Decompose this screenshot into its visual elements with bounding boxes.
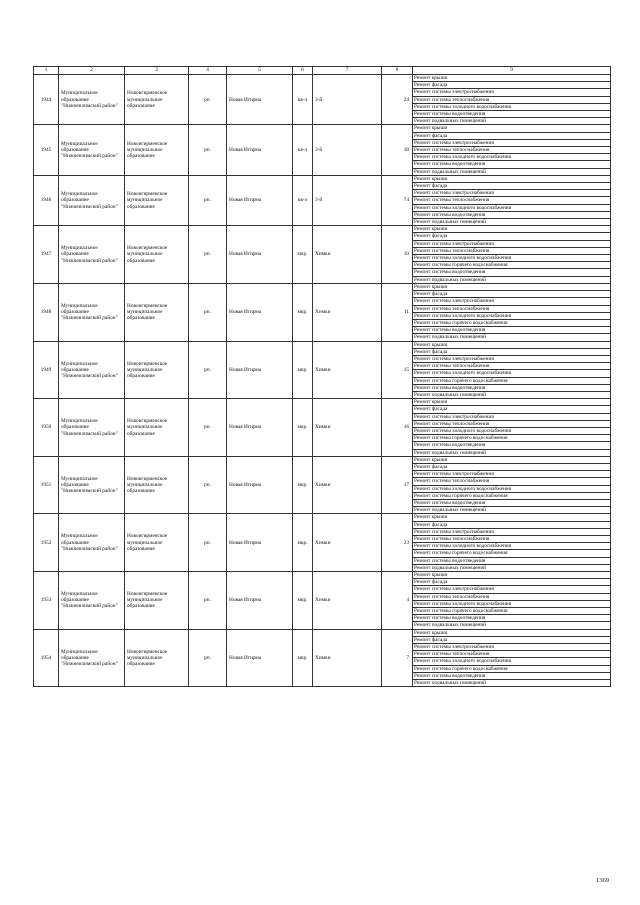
settlement-type: рп. bbox=[189, 456, 227, 514]
locality-name: Новая Игирма bbox=[227, 283, 293, 341]
locality-name: Новая Игирма bbox=[227, 572, 293, 630]
municipal-district: Муниципальное образование "Нижнеилимский район" bbox=[59, 341, 125, 399]
street-name: Химки bbox=[313, 456, 382, 514]
repair-work-item: Ремонт крыши bbox=[413, 283, 611, 290]
street-type: мкр. bbox=[293, 399, 313, 457]
repair-program-table bbox=[33, 66, 611, 687]
repair-work-item: Ремонт подвальных помещений bbox=[413, 118, 611, 125]
locality-name: Новая Игирма bbox=[227, 456, 293, 514]
record-number: 1950 bbox=[34, 399, 59, 457]
repair-work-item: Ремонт подвальных помещений bbox=[413, 507, 611, 514]
repair-work-item: Ремонт системы холодного водоснабжения bbox=[413, 658, 611, 665]
municipal-settlement: Новоигирменское муниципальное образование bbox=[125, 629, 189, 687]
repair-work-item: Ремонт системы водоотведения bbox=[413, 269, 611, 276]
house-number: 10 bbox=[382, 226, 413, 284]
table-body bbox=[34, 75, 611, 687]
locality-name: Новая Игирма bbox=[227, 399, 293, 457]
repair-work-item: Ремонт системы теплоснабжения bbox=[413, 305, 611, 312]
street-name: Химки bbox=[313, 629, 382, 687]
record-number: 1954 bbox=[34, 629, 59, 687]
house-number: 4 bbox=[382, 572, 413, 630]
house-number: 24 bbox=[382, 75, 413, 125]
locality-name: Новая Игирма bbox=[227, 226, 293, 284]
record-number: 1953 bbox=[34, 572, 59, 630]
street-name: 3-й bbox=[313, 75, 382, 125]
settlement-type: рп. bbox=[189, 226, 227, 284]
repair-work-item: Ремонт системы водоотведения bbox=[413, 161, 611, 168]
column-header: 7 bbox=[313, 67, 382, 75]
repair-work-item: Ремонт системы электроснабжения bbox=[413, 586, 611, 593]
repair-work-item: Ремонт системы холодного водоснабжения bbox=[413, 204, 611, 211]
settlement-type: рп. bbox=[189, 572, 227, 630]
municipal-district: Муниципальное образование "Нижнеилимский район" bbox=[59, 75, 125, 125]
street-name: 3-й bbox=[313, 175, 382, 225]
repair-work-item: Ремонт фасада bbox=[413, 406, 611, 413]
repair-work-item: Ремонт системы водоотведения bbox=[413, 384, 611, 391]
repair-work-item: Ремонт подвальных помещений bbox=[413, 449, 611, 456]
repair-work-item: Ремонт системы водоотведения bbox=[413, 442, 611, 449]
table-row bbox=[34, 456, 611, 463]
repair-work-item: Ремонт системы теплоснабжения bbox=[413, 651, 611, 658]
municipal-settlement: Новоигирменское муниципальное образование bbox=[125, 75, 189, 125]
repair-work-item: Ремонт системы холодного водоснабжения bbox=[413, 427, 611, 434]
page-number: 1369 bbox=[596, 877, 609, 884]
repair-work-item: Ремонт фасада bbox=[413, 132, 611, 139]
repair-work-item: Ремонт системы электроснабжения bbox=[413, 240, 611, 247]
repair-work-item: Ремонт системы электроснабжения bbox=[413, 471, 611, 478]
repair-work-item: Ремонт системы холодного водоснабжения bbox=[413, 312, 611, 319]
repair-work-item: Ремонт подвальных помещений bbox=[413, 680, 611, 687]
locality-name: Новая Игирма bbox=[227, 175, 293, 225]
table-row bbox=[34, 629, 611, 636]
column-header: 5 bbox=[227, 67, 293, 75]
repair-work-item: Ремонт системы теплоснабжения bbox=[413, 247, 611, 254]
locality-name: Новая Игирма bbox=[227, 125, 293, 175]
repair-work-item: Ремонт крыши bbox=[413, 75, 611, 82]
repair-work-item: Ремонт системы электроснабжения bbox=[413, 298, 611, 305]
repair-work-item: Ремонт системы холодного водоснабжения bbox=[413, 543, 611, 550]
repair-work-item: Ремонт системы холодного водоснабжения bbox=[413, 485, 611, 492]
municipal-district: Муниципальное образование "Нижнеилимский район" bbox=[59, 514, 125, 572]
repair-work-item: Ремонт системы водоотведения bbox=[413, 111, 611, 118]
repair-work-item: Ремонт фасада bbox=[413, 636, 611, 643]
street-type: мкр. bbox=[293, 456, 313, 514]
repair-work-item: Ремонт системы холодного водоснабжения bbox=[413, 255, 611, 262]
street-type: кв-л bbox=[293, 125, 313, 175]
street-type: кв-л bbox=[293, 175, 313, 225]
repair-work-item: Ремонт системы теплоснабжения bbox=[413, 478, 611, 485]
column-header: 6 bbox=[293, 67, 313, 75]
street-type: мкр. bbox=[293, 341, 313, 399]
repair-work-item: Ремонт крыши bbox=[413, 629, 611, 636]
house-number: 7 bbox=[382, 629, 413, 687]
repair-work-item: Ремонт системы теплоснабжения bbox=[413, 593, 611, 600]
record-number: 1945 bbox=[34, 125, 59, 175]
repair-work-item: Ремонт системы теплоснабжения bbox=[413, 536, 611, 543]
repair-work-item: Ремонт системы водоотведения bbox=[413, 211, 611, 218]
municipal-settlement: Новоигирменское муниципальное образование bbox=[125, 175, 189, 225]
repair-work-item: Ремонт системы теплоснабжения bbox=[413, 96, 611, 103]
table-row bbox=[34, 226, 611, 233]
house-number: 16 bbox=[382, 399, 413, 457]
header-row bbox=[34, 67, 611, 75]
settlement-type: рп. bbox=[189, 125, 227, 175]
house-number: 15 bbox=[382, 341, 413, 399]
repair-work-item: Ремонт подвальных помещений bbox=[413, 564, 611, 571]
repair-work-item: Ремонт системы горячего водоснабжения bbox=[413, 377, 611, 384]
street-name: Химки bbox=[313, 283, 382, 341]
house-number: 74 bbox=[382, 175, 413, 225]
municipal-settlement: Новоигирменское муниципальное образование bbox=[125, 125, 189, 175]
house-number: 38 bbox=[382, 125, 413, 175]
municipal-settlement: Новоигирменское муниципальное образование bbox=[125, 399, 189, 457]
record-number: 1948 bbox=[34, 283, 59, 341]
repair-work-item: Ремонт фасада bbox=[413, 348, 611, 355]
repair-work-item: Ремонт системы горячего водоснабжения bbox=[413, 665, 611, 672]
settlement-type: рп. bbox=[189, 629, 227, 687]
repair-work-item: Ремонт крыши bbox=[413, 456, 611, 463]
repair-work-item: Ремонт фасада bbox=[413, 82, 611, 89]
repair-work-item: Ремонт системы горячего водоснабжения bbox=[413, 492, 611, 499]
repair-work-item: Ремонт системы горячего водоснабжения bbox=[413, 550, 611, 557]
repair-work-item: Ремонт крыши bbox=[413, 399, 611, 406]
municipal-district: Муниципальное образование "Нижнеилимский район" bbox=[59, 399, 125, 457]
repair-work-item: Ремонт подвальных помещений bbox=[413, 276, 611, 283]
repair-work-item: Ремонт системы горячего водоснабжения bbox=[413, 262, 611, 269]
municipal-settlement: Новоигирменское муниципальное образование bbox=[125, 514, 189, 572]
street-type: мкр. bbox=[293, 283, 313, 341]
settlement-type: рп. bbox=[189, 514, 227, 572]
repair-work-item: Ремонт системы электроснабжения bbox=[413, 355, 611, 362]
record-number: 1944 bbox=[34, 75, 59, 125]
house-number: 23 bbox=[382, 514, 413, 572]
municipal-settlement: Новоигирменское муниципальное образование bbox=[125, 226, 189, 284]
settlement-type: рп. bbox=[189, 175, 227, 225]
repair-work-item: Ремонт системы теплоснабжения bbox=[413, 197, 611, 204]
repair-work-item: Ремонт системы электроснабжения bbox=[413, 644, 611, 651]
repair-work-item: Ремонт системы водоотведения bbox=[413, 615, 611, 622]
repair-work-item: Ремонт подвальных помещений bbox=[413, 168, 611, 175]
municipal-settlement: Новоигирменское муниципальное образование bbox=[125, 456, 189, 514]
repair-work-item: Ремонт системы горячего водоснабжения bbox=[413, 435, 611, 442]
table-row bbox=[34, 125, 611, 132]
repair-work-item: Ремонт системы электроснабжения bbox=[413, 413, 611, 420]
repair-work-item: Ремонт системы горячего водоснабжения bbox=[413, 319, 611, 326]
repair-work-item: Ремонт системы водоотведения bbox=[413, 327, 611, 334]
column-header: 1 bbox=[34, 67, 59, 75]
repair-work-item: Ремонт крыши bbox=[413, 226, 611, 233]
table-row bbox=[34, 572, 611, 579]
settlement-type: рп. bbox=[189, 341, 227, 399]
house-number: 17 bbox=[382, 456, 413, 514]
street-type: кв-л bbox=[293, 75, 313, 125]
municipal-settlement: Новоигирменское муниципальное образование bbox=[125, 283, 189, 341]
house-number: 11 bbox=[382, 283, 413, 341]
street-type: мкр. bbox=[293, 572, 313, 630]
repair-work-item: Ремонт системы горячего водоснабжения bbox=[413, 608, 611, 615]
locality-name: Новая Игирма bbox=[227, 514, 293, 572]
record-number: 1949 bbox=[34, 341, 59, 399]
repair-work-item: Ремонт подвальных помещений bbox=[413, 391, 611, 398]
repair-work-item: Ремонт системы холодного водоснабжения bbox=[413, 370, 611, 377]
street-type: мкр. bbox=[293, 514, 313, 572]
column-header: 2 bbox=[59, 67, 125, 75]
repair-work-item: Ремонт фасада bbox=[413, 579, 611, 586]
locality-name: Новая Игирма bbox=[227, 629, 293, 687]
repair-work-item: Ремонт крыши bbox=[413, 572, 611, 579]
repair-work-item: Ремонт крыши bbox=[413, 514, 611, 521]
table-row bbox=[34, 341, 611, 348]
repair-work-item: Ремонт системы холодного водоснабжения bbox=[413, 154, 611, 161]
street-name: Химки bbox=[313, 226, 382, 284]
street-name: Химки bbox=[313, 572, 382, 630]
repair-work-item: Ремонт подвальных помещений bbox=[413, 334, 611, 341]
repair-work-item: Ремонт фасада bbox=[413, 463, 611, 470]
repair-work-item: Ремонт системы холодного водоснабжения bbox=[413, 103, 611, 110]
municipal-district: Муниципальное образование "Нижнеилимский район" bbox=[59, 572, 125, 630]
municipal-district: Муниципальное образование "Нижнеилимский район" bbox=[59, 629, 125, 687]
municipal-district: Муниципальное образование "Нижнеилимский район" bbox=[59, 456, 125, 514]
street-name: Химки bbox=[313, 341, 382, 399]
repair-work-item: Ремонт фасада bbox=[413, 521, 611, 528]
column-header: 8 bbox=[382, 67, 413, 75]
repair-work-item: Ремонт системы теплоснабжения bbox=[413, 147, 611, 154]
settlement-type: рп. bbox=[189, 283, 227, 341]
repair-work-item: Ремонт системы водоотведения bbox=[413, 557, 611, 564]
table-row bbox=[34, 514, 611, 521]
record-number: 1947 bbox=[34, 226, 59, 284]
table-row bbox=[34, 399, 611, 406]
column-header: 3 bbox=[125, 67, 189, 75]
municipal-district: Муниципальное образование "Нижнеилимский район" bbox=[59, 175, 125, 225]
street-name: Химки bbox=[313, 514, 382, 572]
repair-work-item: Ремонт крыши bbox=[413, 175, 611, 182]
repair-work-item: Ремонт системы электроснабжения bbox=[413, 89, 611, 96]
table-row bbox=[34, 75, 611, 82]
municipal-settlement: Новоигирменское муниципальное образование bbox=[125, 572, 189, 630]
repair-work-item: Ремонт подвальных помещений bbox=[413, 219, 611, 226]
repair-work-item: Ремонт фасада bbox=[413, 291, 611, 298]
repair-work-item: Ремонт системы электроснабжения bbox=[413, 190, 611, 197]
street-type: мкр. bbox=[293, 226, 313, 284]
table-row bbox=[34, 175, 611, 182]
locality-name: Новая Игирма bbox=[227, 341, 293, 399]
municipal-district: Муниципальное образование "Нижнеилимский район" bbox=[59, 125, 125, 175]
street-name: Химки bbox=[313, 399, 382, 457]
repair-work-item: Ремонт системы холодного водоснабжения bbox=[413, 600, 611, 607]
repair-work-item: Ремонт фасада bbox=[413, 233, 611, 240]
column-header: 9 bbox=[413, 67, 611, 75]
settlement-type: рп. bbox=[189, 75, 227, 125]
settlement-type: рп. bbox=[189, 399, 227, 457]
column-header: 4 bbox=[189, 67, 227, 75]
repair-work-item: Ремонт фасада bbox=[413, 183, 611, 190]
repair-work-item: Ремонт системы электроснабжения bbox=[413, 528, 611, 535]
repair-work-item: Ремонт системы теплоснабжения bbox=[413, 420, 611, 427]
record-number: 1951 bbox=[34, 456, 59, 514]
repair-work-item: Ремонт крыши bbox=[413, 125, 611, 132]
repair-work-item: Ремонт системы электроснабжения bbox=[413, 139, 611, 146]
repair-work-item: Ремонт системы теплоснабжения bbox=[413, 363, 611, 370]
municipal-district: Муниципальное образование "Нижнеилимский район" bbox=[59, 283, 125, 341]
locality-name: Новая Игирма bbox=[227, 75, 293, 125]
repair-work-item: Ремонт крыши bbox=[413, 341, 611, 348]
street-type: мкр. bbox=[293, 629, 313, 687]
table-row bbox=[34, 283, 611, 290]
record-number: 1952 bbox=[34, 514, 59, 572]
repair-work-item: Ремонт системы водоотведения bbox=[413, 499, 611, 506]
municipal-settlement: Новоигирменское муниципальное образование bbox=[125, 341, 189, 399]
street-name: 3-й bbox=[313, 125, 382, 175]
municipal-district: Муниципальное образование "Нижнеилимский район" bbox=[59, 226, 125, 284]
repair-work-item: Ремонт системы водоотведения bbox=[413, 672, 611, 679]
record-number: 1946 bbox=[34, 175, 59, 225]
repair-work-item: Ремонт подвальных помещений bbox=[413, 622, 611, 629]
